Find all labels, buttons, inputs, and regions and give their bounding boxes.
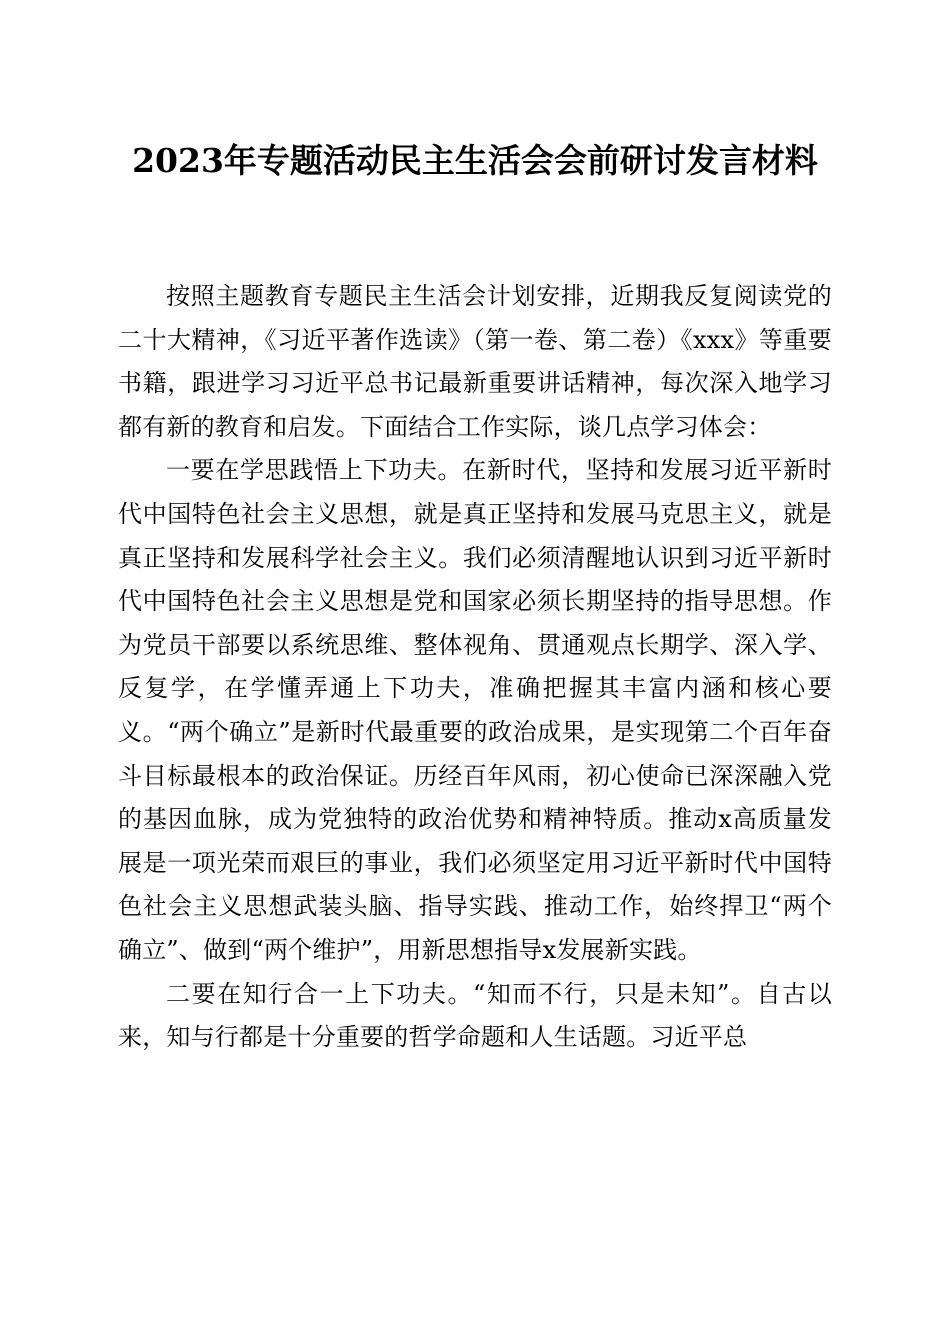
- document-title: 2023年专题活动民主生活会会前研讨发言材料: [132, 141, 818, 180]
- document-body: [118, 275, 832, 1060]
- paragraph-intro: 按照主题教育专题民主生活会计划安排，近期我反复阅读党的二十大精神，《习近平著作选读》（第一卷、第二卷）《xxx》等重要书籍，跟进学习习近平总书记最新重要讲话精神，每次深入地学习都有新的教育和启发。下面结合工作实际，谈几点学习体会：: [118, 282, 832, 441]
- paragraph-point-one: 一要在学思践悟上下功夫。在新时代，坚持和发展习近平新时代中国特色社会主义思想，就是真正坚持和发展马克思主义，就是真正坚持和发展科学社会主义。我们必须清醒地认识到习近平新时代中国特色社会主义思想是党和国家必须长期坚持的指导思想。作为党员干部要以系统思维、整体视角、贯通观点长期学、深入学、反复学，在学懂弄通上下功夫，准确把握其丰富内涵和核心要义。“两个确立”是新时代最重要的政治成果，是实现第二个百年奋斗目标最根本的政治保证。历经百年风雨，初心使命已深深融入党的基因血脉，成为党独特的政治优势和精神特质。推动x高质量发展是一项光荣而艰巨的事业，我们必须坚定用习近平新时代中国特色社会主义思想武装头脑、指导实践、推动工作，始终捍卫“两个确立”、做到“两个维护”，用新思想指导x发展新实践。: [118, 456, 832, 964]
- paragraph-point-two: 二要在知行合一上下功夫。“知而不行，只是未知”。自古以来，知与行都是十分重要的哲学命题和人生话题。习近平总: [118, 979, 832, 1052]
